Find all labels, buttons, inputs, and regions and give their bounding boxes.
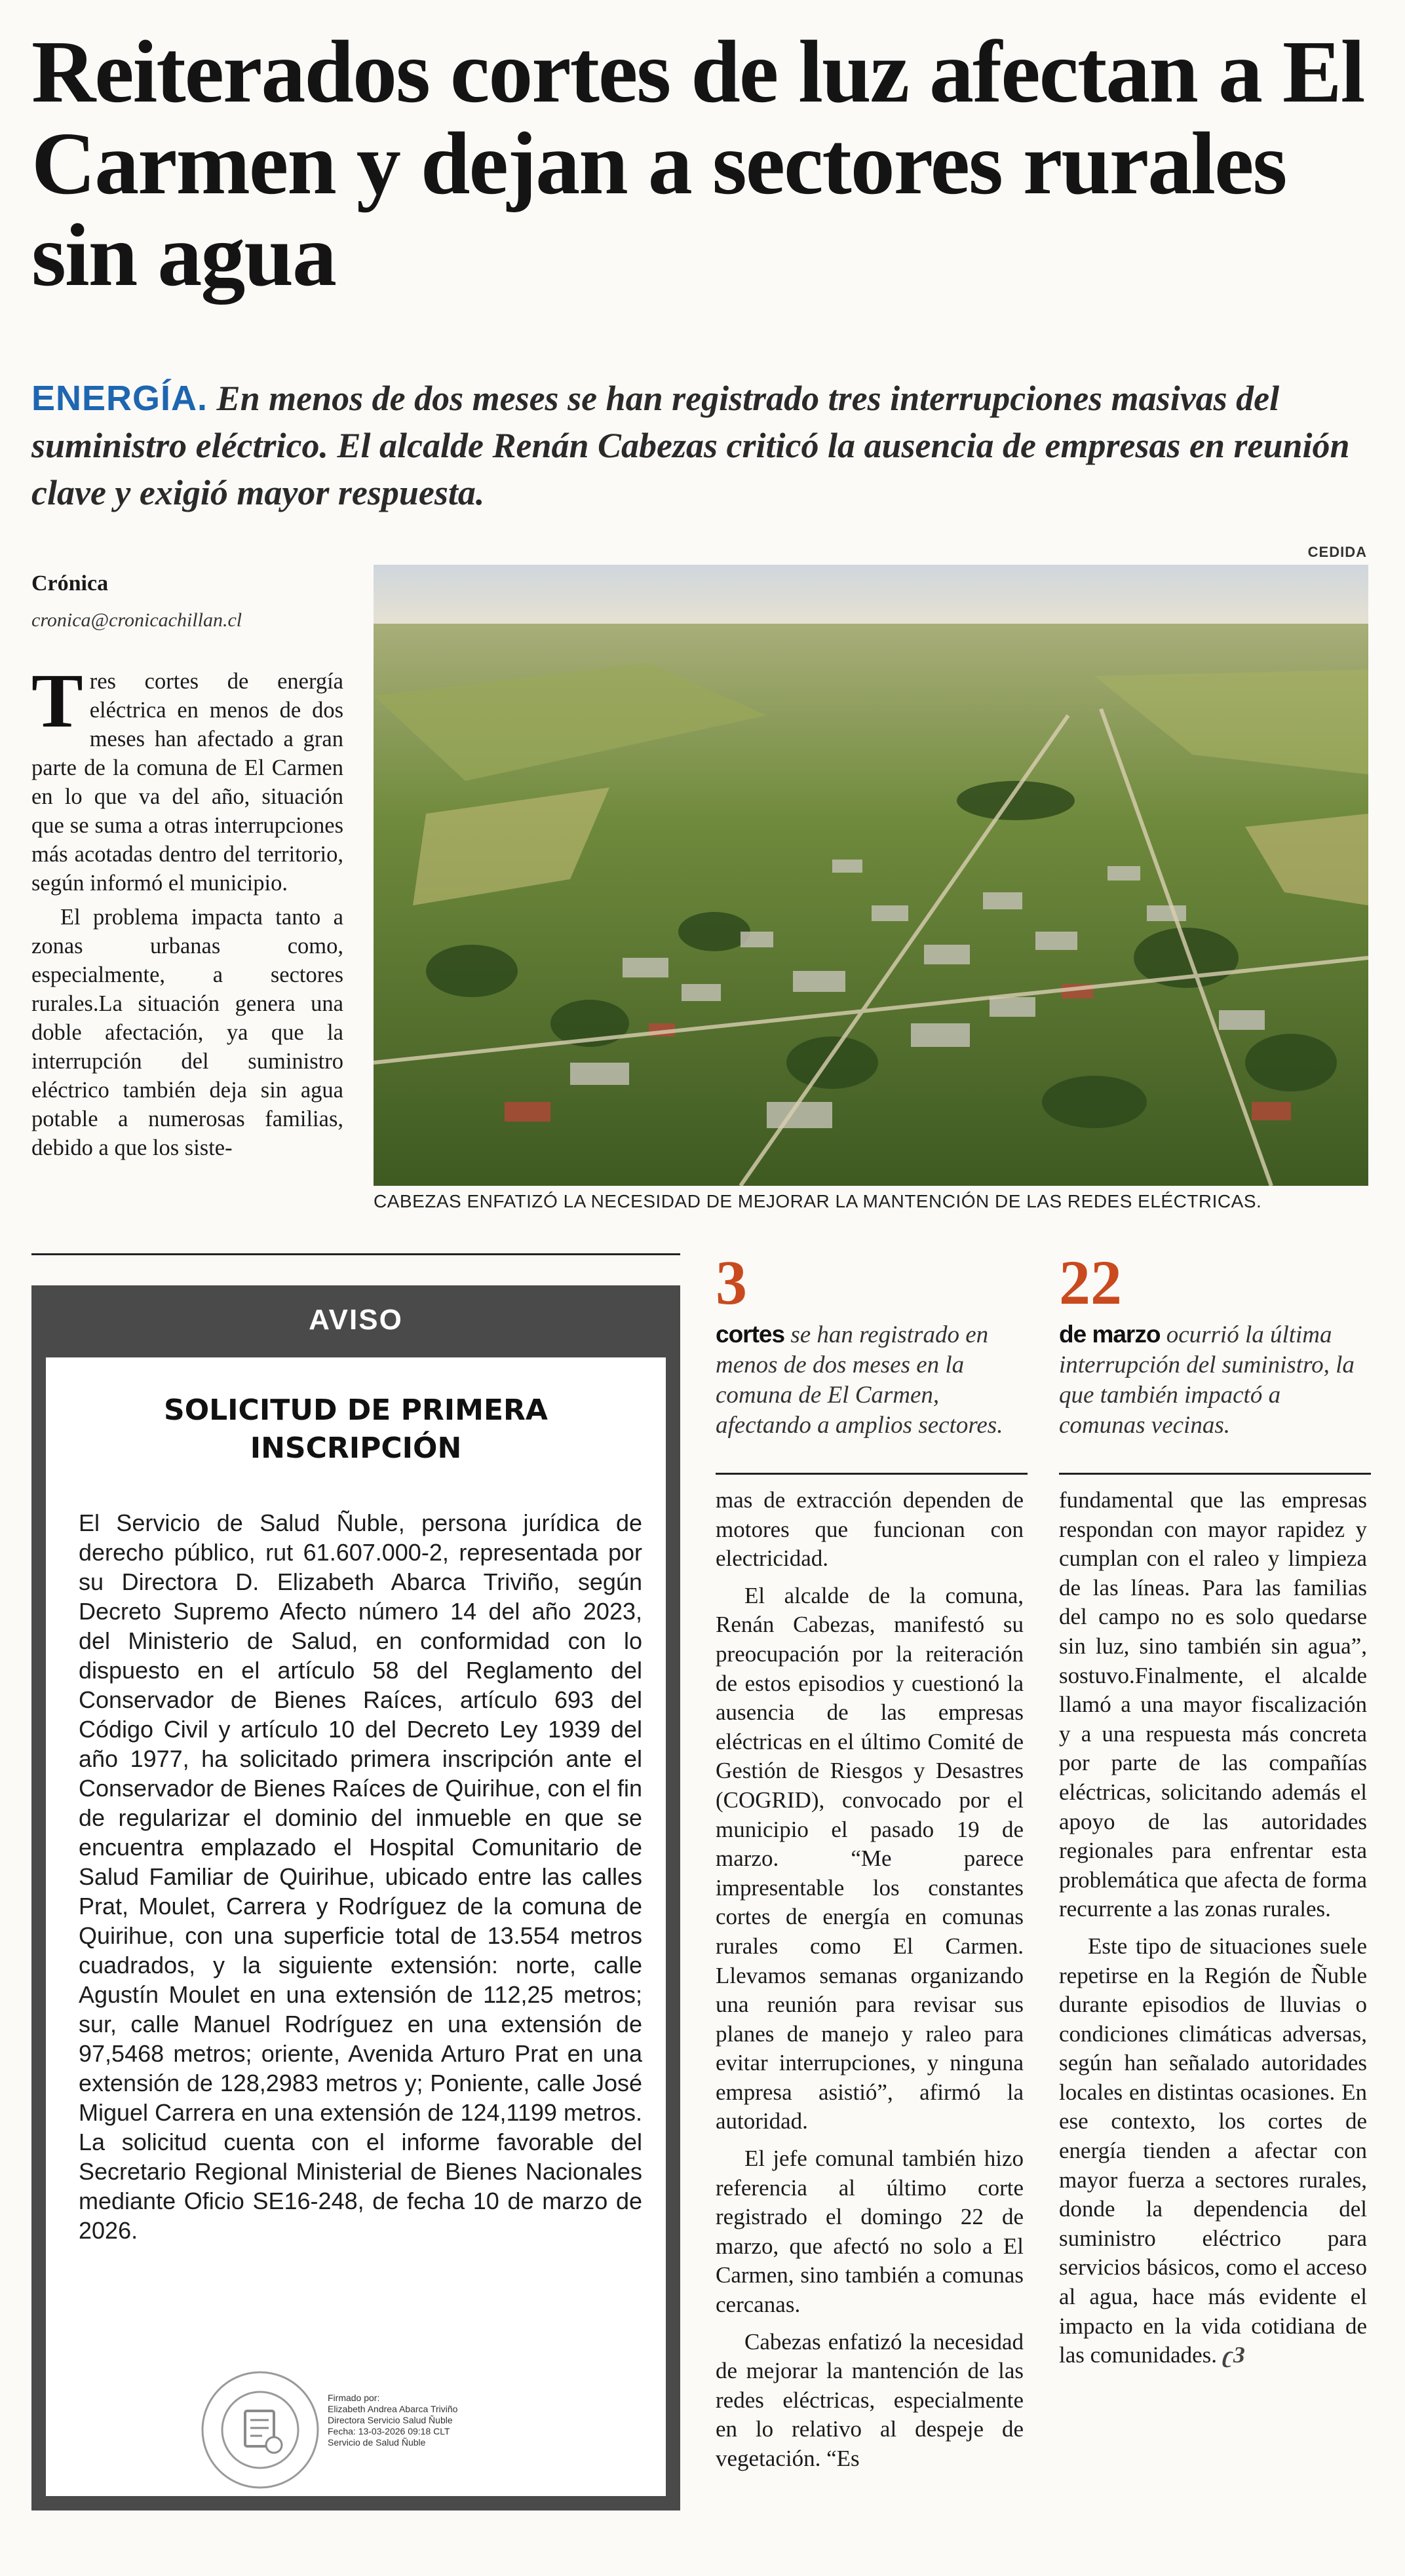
notice-box — [46, 1357, 666, 2496]
deck — [31, 375, 1355, 516]
legal-notice — [31, 1285, 680, 2510]
section-tag: ENERGÍA. — [31, 379, 208, 418]
divider — [1059, 1473, 1371, 1475]
headline: Reiterados cortes de luz afectan a El Carmen y dejan a sectores rurales sin agua — [31, 23, 1364, 305]
signature-line: Elizabeth Andrea Abarca Triviño — [328, 2404, 458, 2414]
paragraph: El problema impacta tanto a zonas urbanas como, especialmente, a sectores rurales.La situación genera una doble afectación, ya que la interrupción del suministro eléctrico también deja sin agua potable a numerosas familias, debido a que los siste- — [31, 905, 343, 1160]
photo-credit: CEDIDA — [1307, 544, 1367, 560]
signature-line: Directora Servicio Salud Ñuble — [328, 2415, 453, 2425]
aerial-town-image — [374, 565, 1368, 1186]
notice-subtitle — [46, 1392, 666, 1468]
stat-box — [716, 1247, 1028, 1441]
article-column-3 — [716, 1486, 1024, 2482]
photo-caption: CABEZAS ENFATIZÓ LA NECESIDAD DE MEJORAR LA MANTENCIÓN DE LAS REDES ELÉCTRICAS. — [374, 1191, 1262, 1211]
paragraph — [1059, 1932, 1367, 2370]
stat-description: se han registrado en menos de dos meses en la comuna de El Carmen, afectando a amplios sectores. — [716, 1321, 1003, 1439]
article-column-4 — [1059, 1486, 1367, 2378]
stat-text — [716, 1319, 1028, 1441]
stat-number: 22 — [1059, 1247, 1122, 1317]
stat-description: ocurrió la última interrupción del suministro, la que también impactó a comunas vecinas. — [1059, 1321, 1355, 1439]
electronic-signature-seal-icon — [198, 2368, 322, 2492]
aerial-photo — [374, 565, 1368, 1186]
stat-number: 3 — [716, 1247, 747, 1317]
paragraph: fundamental que las empresas respondan con mayor rapidez y cumplan con el raleo y limpieza de las líneas. Para las familias del campo no es solo quedarse sin luz, sino también sin agua”, sostuvo.Finalmente, el alcalde llamó a una mayor fiscalización y a una respuesta más concreta por parte de las compañías eléctricas, solicitando además el apoyo de las autoridades regionales para enfrentar esta problemática que afecta de forma recurrente a las zonas rurales. — [1059, 1487, 1367, 1922]
deck-text: En menos de dos meses se han registrado tres interrupciones masivas del suministro eléctrico. El alcalde Renán Cabezas criticó la ausencia de empresas en reunión clave y exigió mayor respuesta. — [31, 379, 1350, 512]
signature-line: Fecha: 13-03-2026 09:18 CLT — [328, 2426, 450, 2436]
paragraph: El jefe comunal también hizo referencia al último corte registrado el domingo 22 de marzo, que afectó no solo a El Carmen, sino también a comunas cercanas. — [716, 2146, 1024, 2318]
stat-lead: de marzo — [1059, 1321, 1161, 1348]
signature-block — [328, 2393, 457, 2448]
drop-cap: T — [31, 658, 83, 744]
stat-text — [1059, 1319, 1371, 1441]
signature-line: Firmado por: — [328, 2393, 380, 2403]
paragraph: Cabezas enfatizó la necesidad de mejorar la mantención de las redes eléctricas, especialmente en lo relativo al despeje de vegetación. “Es — [716, 2328, 1024, 2471]
divider — [716, 1473, 1028, 1475]
paragraph: res cortes de energía eléctrica en menos de dos meses han afectado a gran parte de la comuna de El Carmen en lo que va del año, situación que se suma a otras interrupciones más acotadas dentro del territorio, según informó el municipio. — [31, 669, 343, 896]
byline — [31, 571, 359, 632]
paragraph: El alcalde de la comuna, Renán Cabezas, manifestó su preocupación por la reiteración de estos episodios y cuestionó la ausencia de las empresas eléctricas en el último Comité de Gestión de Riesgos y Desastres (COGRID), convocado por el municipio el pasado 19 de marzo. “Me parece impresentable los constantes cortes de energía en comunas rurales como El Carmen. Llevamos semanas organizando una reunión para revisar sus planes de manejo y raleo para evitar interrupciones, y ninguna empresa asistió”, afirmó la autoridad. — [716, 1582, 1024, 2134]
notice-subtitle-line: INSCRIPCIÓN — [250, 1431, 462, 1465]
byline-email: cronica@cronicachillan.cl — [31, 609, 242, 631]
paragraph-text: Este tipo de situaciones suele repetirse en la Región de Ñuble durante episodios de lluvias o condiciones climáticas adversas, según han señalado autoridades locales en distintas ocasiones. En ese contexto, los cortes de energía tienden a afectar con mayor fuerza a sectores rurales, donde la dependencia del suministro eléctrico para servicios básicos, como el acceso al agua, hace más evidente el impacto en la vida cotidiana de las comunidades. — [1059, 1933, 1367, 2368]
stat-lead: cortes — [716, 1321, 785, 1348]
stat-box — [1059, 1247, 1371, 1441]
notice-title: AVISO — [309, 1304, 403, 1336]
byline-name: Crónica — [31, 571, 109, 596]
article-column-1 — [31, 658, 343, 1167]
signature-line: Servicio de Salud Ñuble — [328, 2437, 426, 2448]
end-mark: ʗЗ — [1222, 2342, 1245, 2368]
notice-subtitle-line: SOLICITUD DE PRIMERA — [164, 1393, 548, 1427]
paragraph: mas de extracción dependen de motores que funcionan con electricidad. — [716, 1487, 1024, 1572]
notice-body: El Servicio de Salud Ñuble, persona jurídica de derecho público, rut 61.607.000-2, representada por su Directora D. Elizabeth Abarca Triviño, según Decreto Supremo Afecto número 14 del año 2023, del Ministerio de Salud, en conformidad con lo dispuesto en el artículo 58 del Reglamento del Conservador de Bienes Raíces, artículo 693 del Código Civil y artículo 10 del Decreto Ley 1939 del año 1977, ha solicitado primera inscripción ante el Conservador de Bienes Raíces de Quirihue, con el fin de regularizar el dominio del inmueble en que se encuentra emplazado el Hospital Comunitario de Salud Familiar de Quirihue, ubicado entre las calles Prat, Moulet, Carrera y Rodríguez de la comuna de Quirihue, con una superficie total de 13.554 metros cuadrados, y la siguiente extensión: norte, calle Agustín Moulet en una extensión de 112,25 metros; sur, calle Manuel Rodríguez en una extensión de 97,5468 metros; oriente, Avenida Arturo Prat en una extensión de 128,2983 metros y; Poniente, calle José Miguel Carrera en una extensión de 124,1199 metros. La solicitud cuenta con el informe favorable del Secretario Regional Ministerial de Bienes Nacionales mediante Oficio SE16-248, de fecha 10 de marzo de 2026. — [79, 1509, 642, 2244]
divider — [31, 1253, 680, 1255]
